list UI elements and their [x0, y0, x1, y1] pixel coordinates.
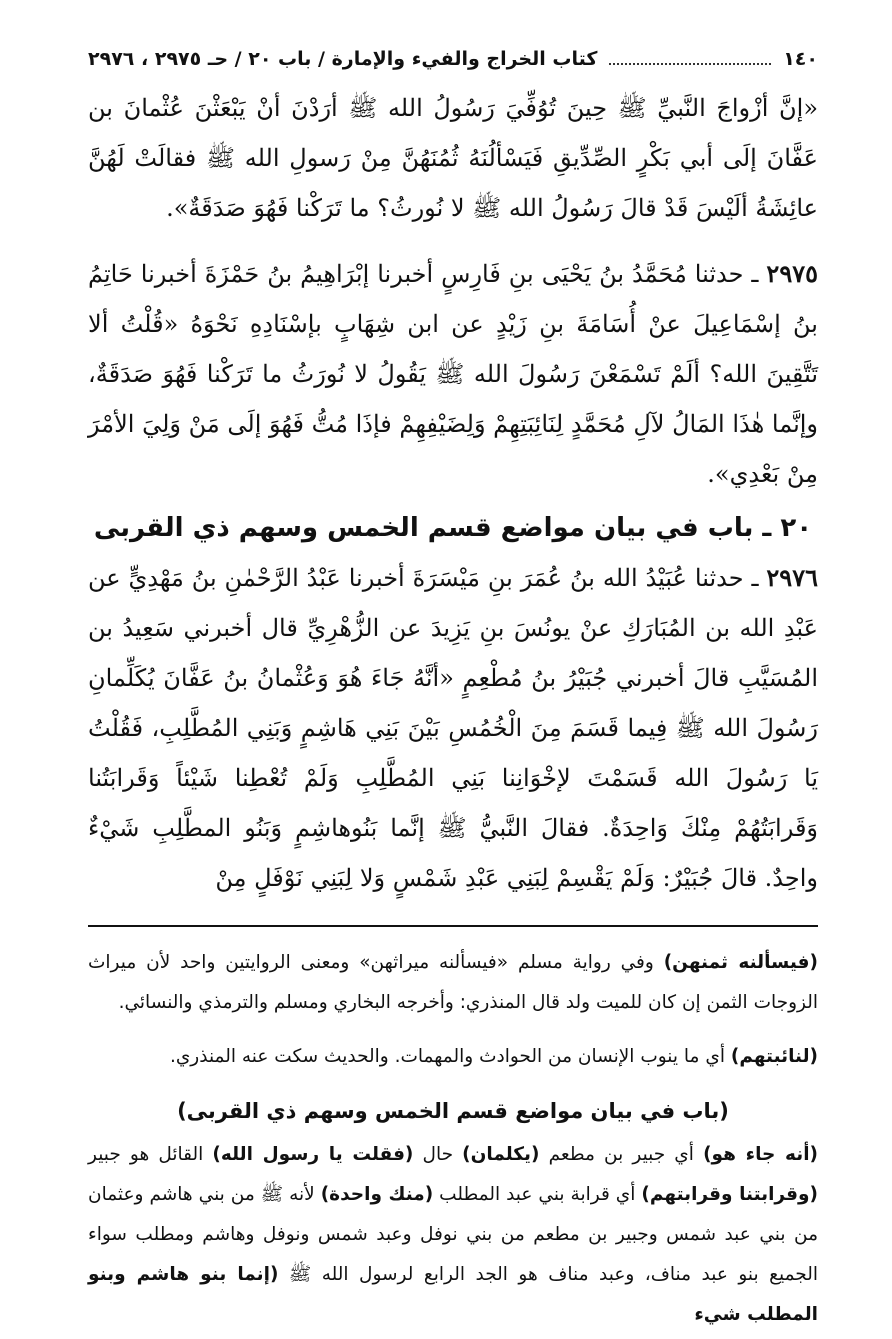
- header-dots: [609, 63, 771, 65]
- note-text: القائل هو جبير: [88, 1144, 213, 1165]
- note-text: حال: [413, 1144, 463, 1165]
- paragraph-hadith-2975: [88, 249, 818, 499]
- chapter-heading: ٢٠ ـ باب في بيان مواضع قسم الخمس وسهم ذي القربى: [93, 513, 813, 543]
- running-title: كتاب الخراج والفيء والإمارة / باب ٢٠ / حـ ٢٩٧٥ ، ٢٩٧٦: [88, 48, 598, 70]
- note-1: [88, 943, 818, 1023]
- hadith-text: حدثنا عُبَيْدُ الله بنُ عُمَرَ بنِ مَيْسَرَةَ أخبرنا عَبْدُ الرَّحْمٰنِ بنُ مَهْدِيٍّ عن عَبْدِ الله بن المُبَارَكِ عنْ يونُسَ بنِ يَزِيدَ عن الزُّهْرِيِّ قال أخبرني سَعِيدُ بن المُسَيَّبِ قالَ أخبرني جُبَيْرُ بنُ مُطْعِمٍ «أنَّهُ جَاءَ هُوَ وَعُثْمانُ بنُ عَفَّانَ يُكَلِّمانِ رَسُولَ الله ﷺ فِيما قَسَمَ مِنَ الْخُمُسِ بَيْنَ بَنِي هَاشِمٍ وَبَنِي المُطَّلِبِ، فَقُلْتُ يَا رَسُولَ الله قَسَمْتَ لإخْوَانِنا بَنِي المُطَّلِبِ وَلَمْ تُعْطِنا شَيْئاً وَقَرابَتُنا وَقَرابَتُهُمْ مِنْكَ وَاحِدَةٌ. فقالَ النَّبيُّ ﷺ إنَّما بَنُوهاشِمٍ وَبَنُو المطَّلِبِ شَيْءٌ واحِدٌ. قالَ جُبَيْرٌ: وَلَمْ يَقْسِمْ لِبَنِي عَبْدِ شَمْسٍ وَلا لِبَنِي نَوْفَلٍ مِنْ: [88, 564, 819, 892]
- note-text: أي قرابة بني عبد المطلب: [433, 1184, 642, 1205]
- commentary: [88, 943, 818, 1335]
- note-text: أي جبير بن مطعم: [539, 1144, 704, 1165]
- paragraph-hadith-2976: [88, 553, 818, 903]
- paragraph-hadith-2974-end: «إنَّ أزْواجَ النَّبيِّ ﷺ حِينَ تُوُفِّيَ رَسُولُ الله ﷺ أرَدْنَ أنْ يَبْعَثْنَ عُثْمانَ بن عَفَّانَ إلَى أبي بَكْرٍ الصِّدِّيقِ فَيَسْألُنَهُ ثُمُنَهُنَّ مِنْ رَسولِ الله ﷺ فقالَتْ لَهُنَّ عائِشَةُ ألَيْسَ قَدْ قالَ رَسُولُ الله ﷺ لا نُورثُ؟ ما تَرَكْنا فَهُوَ صَدَقَةٌ».: [88, 94, 818, 222]
- book-page: [88, 48, 818, 1335]
- note-text: وفي رواية مسلم «فيسألنه ميراثهن» ومعنى الروايتين واحد لأن ميراث الزوجات الثمن إن كان للميت ولد قال المنذري: وأخرجه البخاري ومسلم والترمذي والنسائي.: [88, 952, 818, 1013]
- note-2: [88, 1037, 818, 1077]
- note-text: لأنه ﷺ من بني هاشم وعثمان من بني عبد شمس وجبير بن مطعم من بني نوفل وعبد شمس ونوفل وهاشم ومطلب سواء الجميع بنو عبد مناف، وعبد مناف هو الجد الرابع لرسول الله ﷺ: [88, 1184, 818, 1285]
- note-term: (أنه جاء هو): [703, 1144, 819, 1165]
- note-term: (فقلت يا رسول الله): [212, 1144, 414, 1165]
- hadith-number: ٢٩٧٦: [766, 563, 818, 592]
- hadith-number: ٢٩٧٥: [766, 259, 818, 288]
- main-text: [88, 83, 818, 903]
- commentary-chapter-heading: (باب في بيان مواضع قسم الخمس وسهم ذي القربى): [177, 1099, 729, 1123]
- page-number: ١٤٠: [783, 48, 818, 70]
- page-header: [88, 48, 818, 79]
- hadith-dash: ـ: [743, 564, 759, 592]
- hadith-dash: ـ: [743, 260, 759, 288]
- note-term: (منك واحدة): [320, 1184, 434, 1205]
- note-3: [88, 1135, 818, 1335]
- hadith-text: حدثنا مُحَمَّدُ بنُ يَحْيَى بنِ فَارِسٍ أخبرنا إبْرَاهِيمُ بنُ حَمْزَةَ أخبرنا حَاتِمُ بنُ إسْمَاعِيلَ عنْ أُسَامَةَ بنِ زَيْدٍ عن ابن شِهَابٍ بإسْنَادِهِ نَحْوَهُ «قُلْتُ ألا تَتَّقِينَ الله؟ ألَمْ تَسْمَعْنَ رَسُولَ الله ﷺ يَقُولُ لا نُورَثُ ما تَرَكْنا فَهُوَ صَدَقَةٌ، وإنَّما هٰذَا المَالُ لآلِ مُحَمَّدٍ لِنَائِبَتِهِمْ وَلِضَيْفِهِمْ فإذَا مُتُّ فَهُوَ إلَى مَنْ وَلِيَ الأمْرَ مِنْ بَعْدِي».: [88, 260, 819, 488]
- note-term: (وقرابتنا وقرابتهم): [641, 1184, 818, 1205]
- note-term: (يكلمان): [462, 1144, 540, 1165]
- note-term: (لنائبتهم): [730, 1046, 818, 1067]
- footnote-divider: [88, 925, 818, 927]
- note-term: (فيسألنه ثمنهن): [663, 952, 818, 973]
- note-term: (إنما بنو هاشم وبنو المطلب شيء: [88, 1264, 818, 1325]
- note-text: أي ما ينوب الإنسان من الحوادث والمهمات. والحديث سكت عنه المنذري.: [169, 1046, 731, 1067]
